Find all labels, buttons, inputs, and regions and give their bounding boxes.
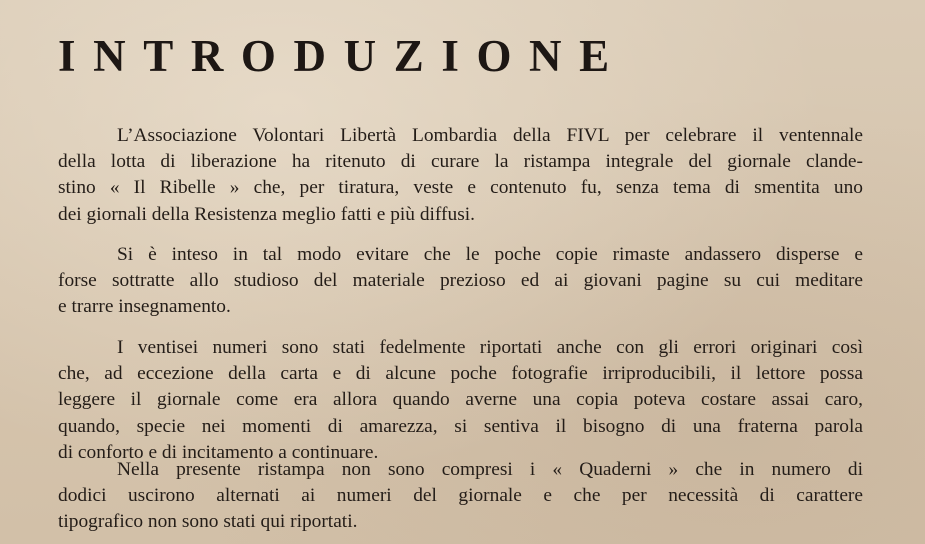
paragraph-3: [58, 335, 863, 466]
paragraph-line: che, ad eccezione della carta e di alcune poche fotografie irriproducibili, il lettore possa: [58, 363, 863, 385]
paragraph-line: della lotta di liberazione ha ritenuto di curare la ristampa integrale del giornale clande-: [58, 151, 863, 173]
paragraph-line: dei giornali della Resistenza meglio fatti e più diffusi.: [58, 203, 475, 225]
paragraph-line: Si è inteso in tal modo evitare che le poche copie rimaste andassero disperse e: [117, 244, 863, 265]
paragraph-1: [58, 123, 863, 228]
paragraph-2: [58, 242, 863, 321]
paragraph-line: stino « Il Ribelle » che, per tiratura, veste e contenuto fu, senza tema di smentita uno: [58, 177, 863, 199]
paragraph-line: I ventisei numeri sono stati fedelmente riportati anche con gli errori originari così: [117, 337, 863, 358]
paragraph-line: forse sottratte allo studioso del materiale prezioso ed ai giovani pagine su cui meditare: [58, 270, 863, 292]
page-title: INTRODUZIONE: [58, 31, 627, 81]
paragraph-line: Nella presente ristampa non sono compresi i « Quaderni » che in numero di: [117, 459, 863, 480]
paragraph-line: dodici uscirono alternati ai numeri del giornale e che per necessità di carattere: [58, 485, 863, 507]
paragraph-line: tipografico non sono stati qui riportati.: [58, 511, 358, 533]
paragraph-line: e trarre insegnamento.: [58, 296, 231, 318]
paragraph-line: leggere il giornale come era allora quando averne una copia poteva costare assai caro,: [58, 389, 863, 411]
paragraph-line: quando, specie nei momenti di amarezza, si sentiva il bisogno di una fraterna parola: [58, 415, 863, 437]
paragraph-line: L’Associazione Volontari Libertà Lombardia della FIVL per celebrare il ventennale: [117, 125, 863, 146]
paragraph-line: di conforto e di incitamento a continuare.: [58, 441, 379, 463]
paragraph-4: [58, 457, 863, 536]
